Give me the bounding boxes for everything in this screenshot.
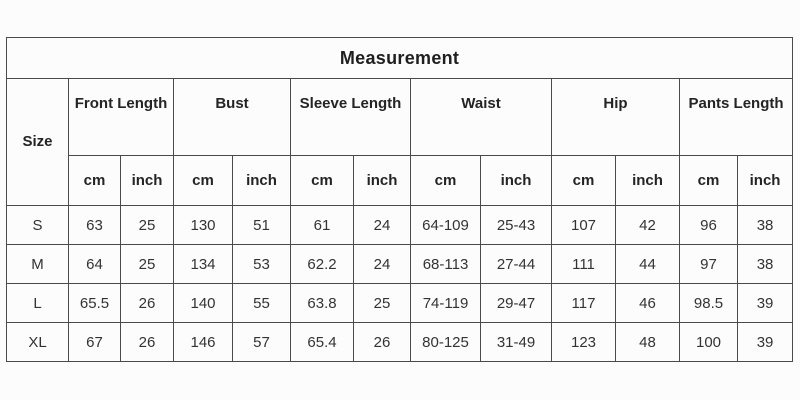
value-cell: 39 <box>738 284 793 323</box>
value-cell: 25 <box>121 206 174 245</box>
value-cell: 46 <box>616 284 680 323</box>
value-cell: 25 <box>354 284 411 323</box>
unit-hip-cm: cm <box>552 156 616 206</box>
table-title-row <box>7 38 793 79</box>
value-cell: 67 <box>69 323 121 362</box>
unit-front-length-cm: cm <box>69 156 121 206</box>
value-cell: 51 <box>233 206 291 245</box>
table-row-s <box>7 206 793 245</box>
value-cell: 65.5 <box>69 284 121 323</box>
unit-bust-inch: inch <box>233 156 291 206</box>
value-cell: 42 <box>616 206 680 245</box>
table-row-xl <box>7 323 793 362</box>
value-cell: 26 <box>354 323 411 362</box>
value-cell: 140 <box>174 284 233 323</box>
value-cell: 57 <box>233 323 291 362</box>
col-group-front-length: Front Length <box>69 79 174 156</box>
size-cell: XL <box>7 323 69 362</box>
col-group-hip: Hip <box>552 79 680 156</box>
measurement-table <box>6 37 793 362</box>
value-cell: 53 <box>233 245 291 284</box>
table-row-m <box>7 245 793 284</box>
unit-pants-inch: inch <box>738 156 793 206</box>
value-cell: 64-109 <box>411 206 481 245</box>
value-cell: 24 <box>354 245 411 284</box>
value-cell: 44 <box>616 245 680 284</box>
table-title: Measurement <box>7 38 793 79</box>
unit-waist-cm: cm <box>411 156 481 206</box>
value-cell: 62.2 <box>291 245 354 284</box>
unit-pants-cm: cm <box>680 156 738 206</box>
unit-front-length-inch: inch <box>121 156 174 206</box>
value-cell: 130 <box>174 206 233 245</box>
value-cell: 68-113 <box>411 245 481 284</box>
value-cell: 100 <box>680 323 738 362</box>
value-cell: 55 <box>233 284 291 323</box>
value-cell: 117 <box>552 284 616 323</box>
value-cell: 26 <box>121 323 174 362</box>
value-cell: 63 <box>69 206 121 245</box>
unit-waist-inch: inch <box>481 156 552 206</box>
value-cell: 64 <box>69 245 121 284</box>
size-cell: L <box>7 284 69 323</box>
value-cell: 48 <box>616 323 680 362</box>
value-cell: 134 <box>174 245 233 284</box>
value-cell: 27-44 <box>481 245 552 284</box>
value-cell: 65.4 <box>291 323 354 362</box>
col-group-sleeve-length: Sleeve Length <box>291 79 411 156</box>
unit-sleeve-inch: inch <box>354 156 411 206</box>
value-cell: 98.5 <box>680 284 738 323</box>
value-cell: 97 <box>680 245 738 284</box>
value-cell: 63.8 <box>291 284 354 323</box>
value-cell: 25 <box>121 245 174 284</box>
col-header-size: Size <box>7 79 69 206</box>
unit-header-row <box>7 156 793 206</box>
value-cell: 111 <box>552 245 616 284</box>
value-cell: 25-43 <box>481 206 552 245</box>
value-cell: 107 <box>552 206 616 245</box>
value-cell: 24 <box>354 206 411 245</box>
table-row-l <box>7 284 793 323</box>
value-cell: 26 <box>121 284 174 323</box>
col-group-pants-length: Pants Length <box>680 79 793 156</box>
value-cell: 38 <box>738 245 793 284</box>
size-cell: M <box>7 245 69 284</box>
value-cell: 74-119 <box>411 284 481 323</box>
col-group-waist: Waist <box>411 79 552 156</box>
size-cell: S <box>7 206 69 245</box>
value-cell: 29-47 <box>481 284 552 323</box>
value-cell: 38 <box>738 206 793 245</box>
value-cell: 61 <box>291 206 354 245</box>
unit-sleeve-cm: cm <box>291 156 354 206</box>
unit-hip-inch: inch <box>616 156 680 206</box>
col-group-bust: Bust <box>174 79 291 156</box>
value-cell: 31-49 <box>481 323 552 362</box>
value-cell: 123 <box>552 323 616 362</box>
value-cell: 39 <box>738 323 793 362</box>
unit-bust-cm: cm <box>174 156 233 206</box>
value-cell: 80-125 <box>411 323 481 362</box>
group-header-row <box>7 79 793 156</box>
value-cell: 146 <box>174 323 233 362</box>
value-cell: 96 <box>680 206 738 245</box>
